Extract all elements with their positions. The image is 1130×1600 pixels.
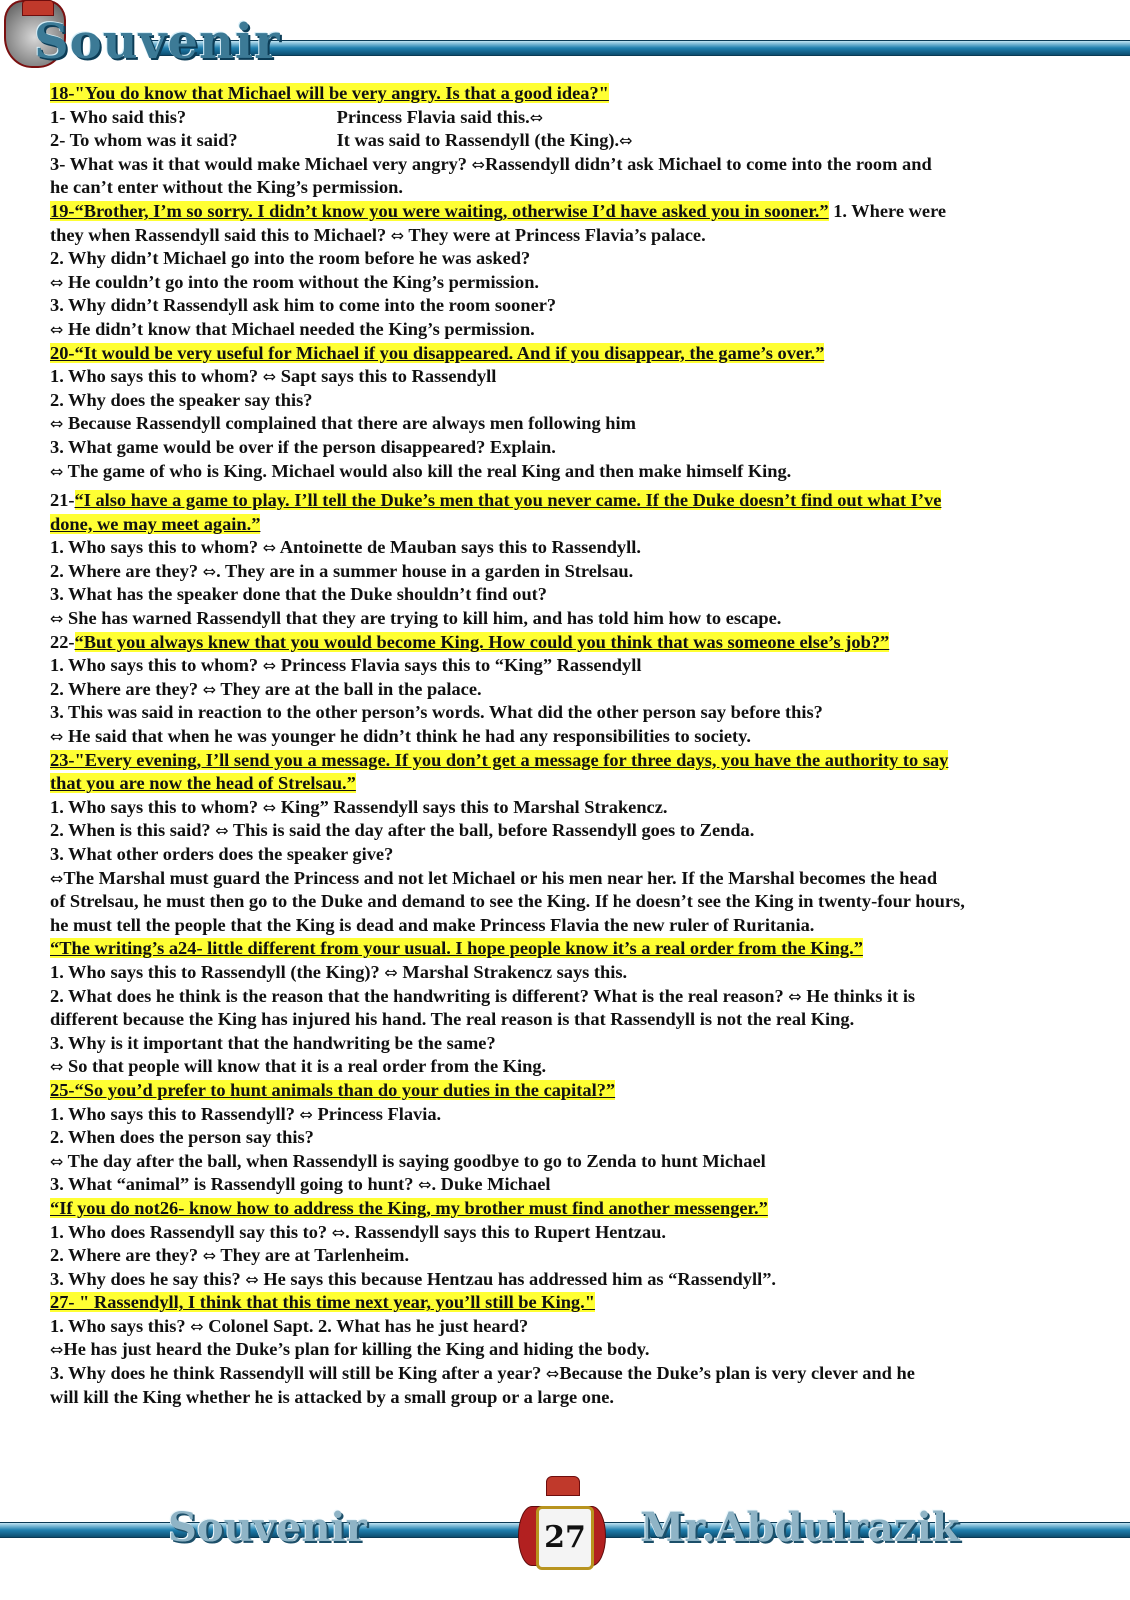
answer-text: Princess Flavia.	[312, 1103, 442, 1124]
quote-line	[50, 937, 1080, 961]
arrow-icon: ⇔	[50, 1340, 64, 1360]
line-text: different because the King has injured his hand. The real reason is that Rassendyll is not the real King.	[50, 1009, 855, 1030]
highlighted-quote: 23-"Every evening, I’ll send you a message. If you don’t get a message for three days, you have the authority to say	[50, 749, 949, 770]
text-line	[50, 1173, 1080, 1197]
answer-text: They were at Princess Flavia’s palace.	[404, 224, 706, 245]
page-footer	[0, 1460, 1130, 1600]
highlighted-quote: 19-“Brother, I’m so sorry. I didn’t know you were waiting, otherwise I’d have asked you in sooner.”	[50, 200, 829, 221]
arrow-icon: ⇔	[50, 461, 64, 481]
text-line	[50, 318, 1080, 342]
quote-line	[50, 1197, 1080, 1221]
arrow-icon: ⇔	[245, 1269, 259, 1289]
highlighted-quote: 27- " Rassendyll, I think that this time next year, you’ll still be King."	[50, 1292, 595, 1313]
arrow-icon: ⇔	[215, 821, 229, 841]
answer-text: The game of who is King. Michael would also kill the real King and then make himself King.	[63, 460, 792, 481]
text-line	[50, 1150, 1080, 1174]
answer-text: They are at Tarlenheim.	[216, 1245, 410, 1266]
text-line	[50, 106, 1080, 130]
quote-line	[50, 1291, 1080, 1315]
line-text: 2. When does the person say this?	[50, 1127, 314, 1148]
question-text: 2- To whom was it said?	[50, 130, 238, 151]
text-line	[50, 607, 1080, 631]
arrow-icon: ⇔	[262, 656, 277, 676]
answer-text: The Marshal must guard the Princess and not let Michael or his men near her. If the Marshal becomes the head	[63, 867, 938, 888]
text-line	[50, 583, 1080, 607]
document-body	[50, 82, 1080, 1409]
header-logo: Souvenir	[34, 14, 281, 70]
highlighted-quote: that you are now the head of Strelsau.”	[50, 773, 356, 794]
text-line	[50, 985, 1080, 1009]
text-line	[50, 819, 1080, 843]
text-line	[50, 1386, 1080, 1410]
line-text: 3. Why does he say this?	[50, 1268, 246, 1289]
quote-line	[50, 772, 1080, 796]
text-line	[50, 389, 1080, 413]
line-text: he can’t enter without the King’s permission.	[50, 177, 403, 198]
arrow-icon: ⇔	[50, 319, 64, 339]
text-line	[50, 560, 1080, 584]
answer-text: . Rassendyll says this to Rupert Hentzau.	[345, 1221, 666, 1242]
line-text: 3. What “animal” is Rassendyll going to hunt?	[50, 1174, 419, 1195]
line-text: 1. Where were	[828, 200, 947, 221]
highlighted-quote: “But you always knew that you would become King. How could you think that was someone else’s job?”	[74, 631, 890, 652]
arrow-icon: ⇔	[50, 272, 64, 292]
text-line	[50, 436, 1080, 460]
text-line	[50, 654, 1080, 678]
page-header	[0, 0, 1130, 90]
footer-author: Mr.Abdulrazik	[640, 1504, 960, 1551]
text-line	[50, 725, 1080, 749]
arrow-icon: ⇔	[50, 1151, 64, 1171]
answer-text: . They are in a summer house in a garden in Strelsau.	[216, 560, 634, 581]
highlighted-quote: 20-“It would be very useful for Michael if you disappeared. And if you disappear, the game’s over.”	[50, 342, 825, 363]
text-line	[50, 1338, 1080, 1362]
arrow-icon: ⇔	[384, 962, 398, 982]
answer-text: They are at the ball in the palace.	[216, 678, 482, 699]
arrow-icon: ⇔	[202, 1246, 217, 1266]
line-text: 2. Where are they?	[50, 1245, 203, 1266]
quote-line	[50, 200, 1080, 224]
line-text: 2. When is this said?	[50, 820, 216, 841]
text-line	[50, 1221, 1080, 1245]
answer-text: Colonel Sapt. 2. What has he just heard?	[203, 1315, 529, 1336]
arrow-icon: ⇔	[788, 986, 802, 1006]
page-number: 27	[536, 1506, 594, 1570]
line-text: 2. Why didn’t Michael go into the room before he was asked?	[50, 248, 531, 269]
answer-text: Princess Flavia says this to “King” Rassendyll	[276, 655, 642, 676]
text-line	[50, 460, 1080, 484]
crown-icon	[546, 1476, 580, 1496]
arrow-icon: ⇔	[50, 868, 64, 888]
answer-text: Sapt says this to Rassendyll	[276, 366, 497, 387]
highlighted-quote: done, we may meet again.”	[50, 513, 261, 534]
text-line	[50, 1032, 1080, 1056]
arrow-icon: ⇔	[202, 679, 217, 699]
text-line	[50, 129, 1080, 153]
arrow-icon: ⇔	[50, 1057, 64, 1077]
text-line	[50, 678, 1080, 702]
line-text: 3. What game would be over if the person disappeared? Explain.	[50, 436, 556, 457]
line-text: he must tell the people that the King is dead and make Princess Flavia the new ruler of Ruritania.	[50, 914, 815, 935]
answer-text: He couldn’t go into the room without the King’s permission.	[63, 271, 540, 292]
text-line	[50, 1008, 1080, 1032]
quote-prefix: 22-	[50, 631, 75, 652]
text-line	[50, 536, 1080, 560]
line-text: It was said to Rassendyll (the King).	[332, 130, 620, 151]
quote-line	[50, 631, 1080, 655]
arrow-icon: ⇔	[331, 1222, 346, 1242]
text-line	[50, 1268, 1080, 1292]
text-line	[50, 153, 1080, 177]
text-line	[50, 247, 1080, 271]
answer-text: He thinks it is	[801, 985, 916, 1006]
text-line	[50, 294, 1080, 318]
text-line	[50, 1362, 1080, 1386]
quote-line	[50, 82, 1080, 106]
text-line	[50, 365, 1080, 389]
answer-text: Because Rassendyll complained that there are always men following him	[63, 413, 636, 434]
answer-text: . Duke Michael	[431, 1174, 551, 1195]
line-text: 3- What was it that would make Michael very angry?	[50, 153, 472, 174]
arrow-icon: ⇔	[619, 131, 633, 151]
text-line	[50, 843, 1080, 867]
page-number-badge	[512, 1476, 612, 1586]
line-text: 1. Who says this to whom?	[50, 537, 263, 558]
arrow-icon: ⇔	[50, 727, 64, 747]
quote-line	[50, 513, 1080, 537]
answer-text: This is said the day after the ball, before Rassendyll goes to Zenda.	[228, 820, 755, 841]
line-text: 1. Who says this to whom?	[50, 796, 263, 817]
highlighted-quote: 25-“So you’d prefer to hunt animals than do your duties in the capital?”	[50, 1079, 616, 1100]
line-text: 2. Where are they?	[50, 678, 203, 699]
line-text: 1. Who says this to Rassendyll (the King)?	[50, 961, 385, 982]
answer-text: Rassendyll didn’t ask Michael to come into the room and	[485, 153, 932, 174]
line-text: 3. What other orders does the speaker give?	[50, 844, 394, 864]
quote-line	[50, 1079, 1080, 1103]
line-text: Princess Flavia said this.	[332, 106, 530, 127]
quote-prefix: 21-	[50, 490, 75, 511]
line-text: 3. Why is it important that the handwriting be the same?	[50, 1032, 496, 1053]
answer-text: She has warned Rassendyll that they are trying to kill him, and has told him how to escape.	[63, 608, 782, 629]
answer-text: He said that when he was younger he didn’t think he had any responsibilities to society.	[63, 726, 751, 747]
line-text: of Strelsau, he must then go to the Duke and demand to see the King. If he doesn’t see the King in twenty-four hours,	[50, 891, 965, 912]
text-line	[50, 1055, 1080, 1079]
text-line	[50, 961, 1080, 985]
arrow-icon: ⇔	[299, 1104, 313, 1124]
line-text: 1. Who says this to whom?	[50, 366, 263, 387]
quote-line	[50, 342, 1080, 366]
line-text: 1. Who says this to whom?	[50, 655, 263, 676]
answer-text: He didn’t know that Michael needed the King’s permission.	[63, 318, 535, 339]
arrow-icon: ⇔	[418, 1175, 432, 1195]
line-text: 2. Where are they?	[50, 560, 203, 581]
arrow-icon: ⇔	[262, 367, 277, 387]
answer-text: He says this because Hentzau has addressed him as “Rassendyll”.	[258, 1268, 776, 1289]
answer-text: Antoinette de Mauban says this to Rassendyll.	[276, 537, 641, 558]
answer-text: So that people will know that it is a real order from the King.	[63, 1056, 547, 1077]
line-text: 3. This was said in reaction to the other person’s words. What did the other person say before this?	[50, 702, 823, 723]
arrow-icon: ⇔	[471, 154, 486, 174]
text-line	[50, 271, 1080, 295]
line-text: 1. Who does Rassendyll say this to?	[50, 1221, 332, 1242]
text-line	[50, 1103, 1080, 1127]
text-line	[50, 701, 1080, 725]
quote-line	[50, 489, 1080, 513]
line-text: they when Rassendyll said this to Michael?	[50, 224, 391, 245]
text-line	[50, 224, 1080, 248]
line-text: 3. Why does he think Rassendyll will still be King after a year?	[50, 1363, 546, 1384]
highlighted-quote: 18-"You do know that Michael will be very angry. Is that a good idea?"	[50, 83, 609, 103]
arrow-icon: ⇔	[390, 225, 405, 245]
text-line	[50, 867, 1080, 891]
line-text: 3. Why didn’t Rassendyll ask him to come into the room sooner?	[50, 295, 557, 316]
arrow-icon: ⇔	[202, 561, 217, 581]
line-text: 2. Why does the speaker say this?	[50, 389, 313, 410]
answer-text: King” Rassendyll says this to Marshal Strakencz.	[276, 796, 668, 817]
text-line	[50, 914, 1080, 938]
arrow-icon: ⇔	[50, 609, 64, 629]
arrow-icon: ⇔	[190, 1316, 204, 1336]
quote-line	[50, 749, 1080, 773]
highlighted-quote: “I also have a game to play. I’ll tell the Duke’s men that you never came. If the Duke doesn’t find out what I’ve	[74, 490, 942, 511]
text-line	[50, 890, 1080, 914]
arrow-icon: ⇔	[529, 107, 544, 127]
text-line	[50, 1315, 1080, 1339]
line-text: 3. What has the speaker done that the Duke shouldn’t find out?	[50, 584, 547, 605]
line-text: 1. Who says this to Rassendyll?	[50, 1103, 300, 1124]
answer-text: He has just heard the Duke’s plan for killing the King and hiding the body.	[63, 1339, 650, 1360]
text-line	[50, 796, 1080, 820]
question-text: 1- Who said this?	[50, 106, 187, 127]
highlighted-quote: “The writing’s a24- little different from your usual. I hope people know it’s a real order from the King.”	[50, 938, 863, 959]
arrow-icon: ⇔	[50, 414, 64, 434]
line-text: 2. What does he think is the reason that the handwriting is different? What is the real reason?	[50, 985, 789, 1006]
arrow-icon: ⇔	[545, 1364, 560, 1384]
footer-logo: Souvenir	[168, 1504, 367, 1551]
answer-text: Because the Duke’s plan is very clever and he	[559, 1363, 915, 1384]
header-rule	[150, 40, 1130, 56]
line-text: 1. Who says this?	[50, 1315, 191, 1336]
arrow-icon: ⇔	[262, 797, 277, 817]
text-line	[50, 176, 1080, 200]
highlighted-quote: “If you do not26- know how to address the King, my brother must find another messenger.”	[50, 1197, 768, 1218]
answer-text: The day after the ball, when Rassendyll is saying goodbye to go to Zenda to hunt Michael	[63, 1150, 766, 1171]
line-text: will kill the King whether he is attacked by a small group or a large one.	[50, 1386, 614, 1407]
text-line	[50, 1126, 1080, 1150]
answer-text: Marshal Strakencz says this.	[397, 961, 628, 982]
arrow-icon: ⇔	[262, 538, 277, 558]
text-line	[50, 412, 1080, 436]
text-line	[50, 1244, 1080, 1268]
